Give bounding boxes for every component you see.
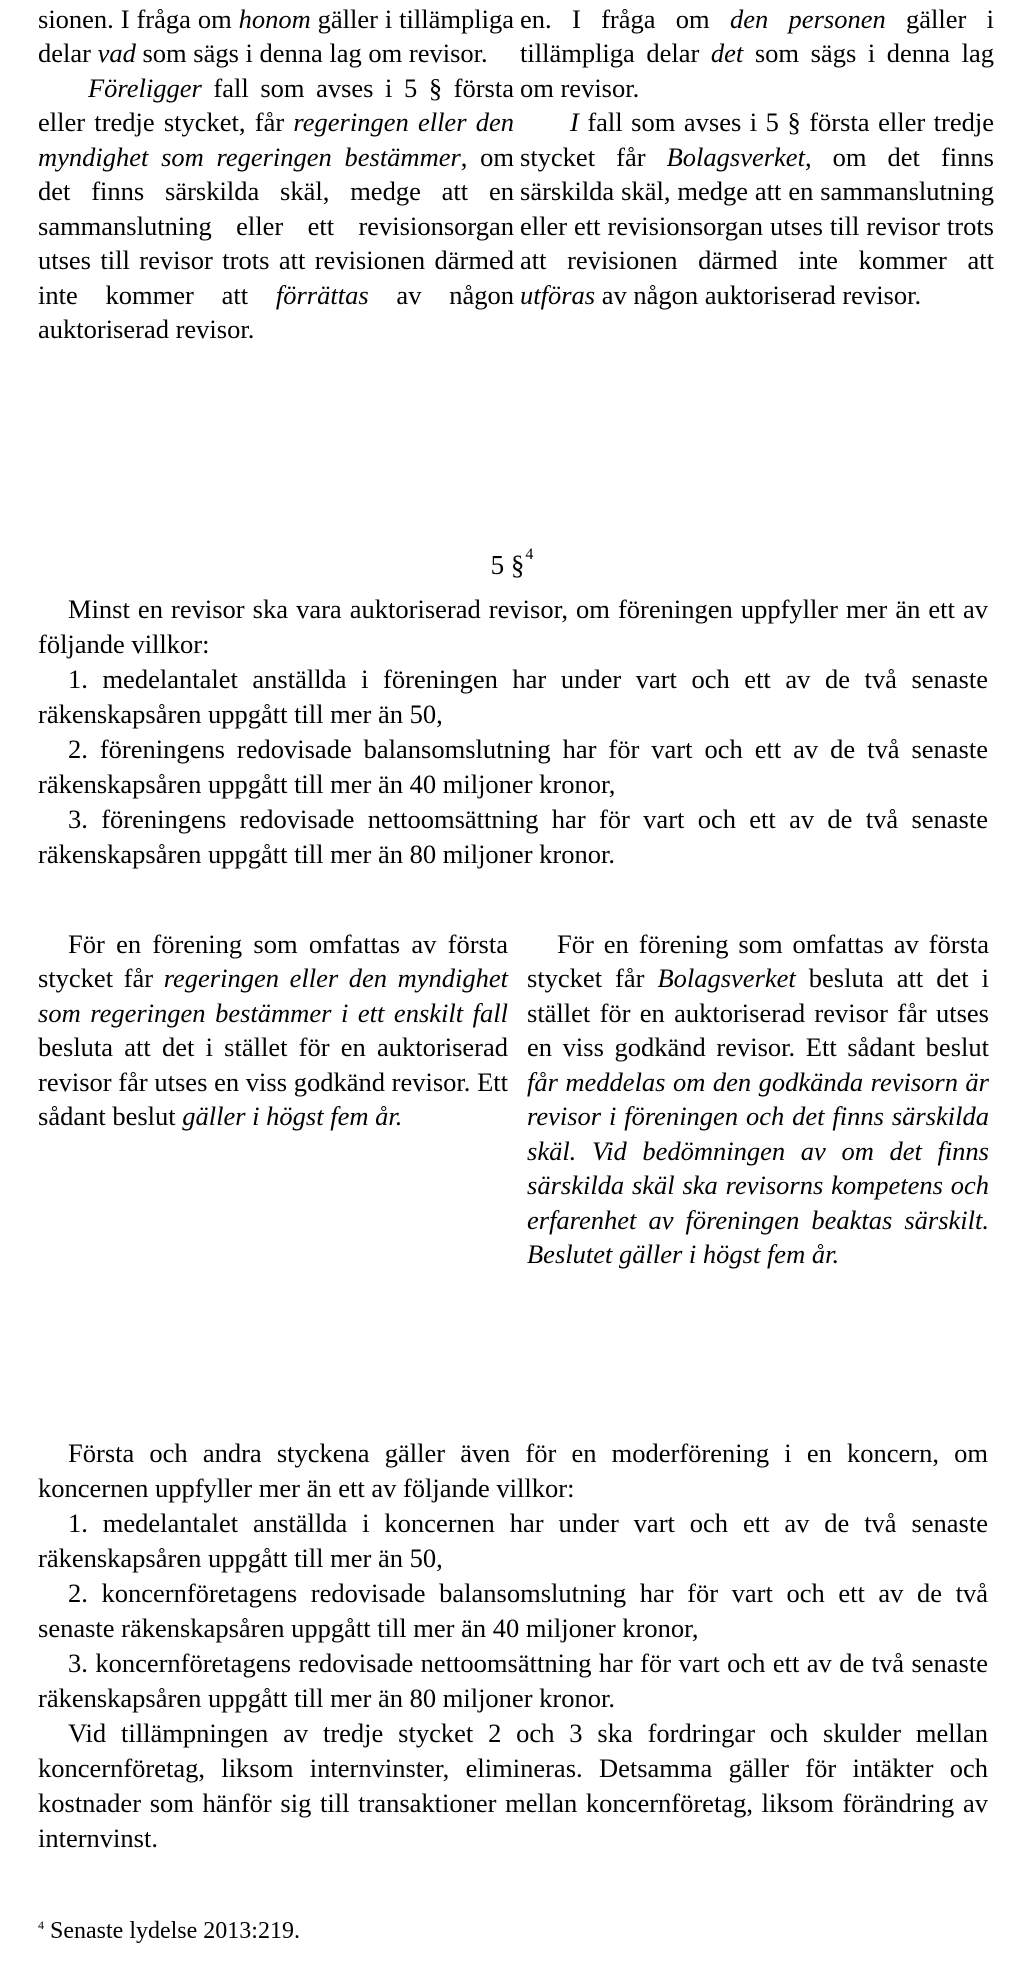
section-item-2: 2. föreningens redovisade balansomslutning har för vart och ett av de två senaste räkenskapsåren uppgått till mer än 40 miljoner kronor, xyxy=(38,733,988,799)
mid-left-paragraph: För en förening som omfattas av första stycket får regeringen eller den myndighet som regeringen bestämmer i ett enskilt fall besluta att det i stället för en auktoriserad revisor får utses en viss godkänd revisor. Ett sådant beslut gäller i högst fem år. xyxy=(38,929,508,1132)
section-number: 5 § xyxy=(490,550,525,580)
section-body xyxy=(38,592,988,872)
section-heading xyxy=(0,546,1024,581)
mid-right-paragraph: För en förening som omfattas av första stycket får Bolagsverket besluta att det i stället för en auktoriserad revisor får utses en viss godkänd revisor. Ett sådant beslut får meddelas om den godkända revisorn är revisor i föreningen och det finns särskilda skäl. Vid bedömningen av om det finns särskilda skäl ska revisorns kompetens och erfarenhet av föreningen beaktas särskilt. Beslutet gäller i högst fem år. xyxy=(527,929,989,1269)
top-right-paragraph-2: I fall som avses i 5 § första eller tredje stycket får Bolagsverket, om det finns särskilda skäl, medge att en sammanslutning eller ett revisionsorgan utses till revisor trots att revisionen därmed inte kommer att utföras av någon auktoriserad revisor. xyxy=(520,107,994,310)
mid-left-column xyxy=(38,927,508,1134)
top-left-paragraph-2: Föreligger fall som avses i 5 § första eller tredje stycket, får regeringen eller den myndighet som regeringen bestämmer, om det finns särskilda skäl, medge att en sammanslutning eller ett revisionsorgan utses till revisor trots att revisionen därmed inte kommer att förrättas av någon auktoriserad revisor. xyxy=(38,72,514,344)
top-right-paragraph-1: en. I fråga om den personen gäller i tillämpliga delar det som sägs i denna lag om revisor. xyxy=(520,4,995,103)
bottom-item-3: 3. koncernföretagens redovisade nettoomsättning har för vart och ett av de två senaste räkenskapsåren uppgått till mer än 80 miljoner kronor. xyxy=(38,1647,988,1713)
section-item-3: 3. föreningens redovisade nettoomsättning har för vart och ett av de två senaste räkenskapsåren uppgått till mer än 80 miljoner kronor. xyxy=(38,803,988,869)
footnote-text: Senaste lydelse 2013:219. xyxy=(50,1918,300,1944)
section-intro: Minst en revisor ska vara auktoriserad revisor, om föreningen uppfyller mer än ett av följande villkor: xyxy=(38,594,988,659)
footnote xyxy=(38,1918,300,1945)
mid-right-column xyxy=(527,927,989,1271)
top-left-paragraph-1: sionen. I fråga om honom gäller i tillämpliga delar vad som sägs i denna lag om revisor. xyxy=(38,4,514,69)
top-left-column xyxy=(38,2,514,346)
bottom-item-1: 1. medelantalet anställda i koncernen har under vart och ett av de två senaste räkenskapsåren uppgått till mer än 50, xyxy=(38,1507,988,1573)
section-item-1: 1. medelantalet anställda i föreningen har under vart och ett av de två senaste räkenskapsåren uppgått till mer än 50, xyxy=(38,663,988,729)
bottom-paragraph-1: Första och andra styckena gäller även för en moderförening i en koncern, om koncernen uppfyller mer än ett av följande villkor: xyxy=(38,1438,988,1503)
footnote-marker: 4 xyxy=(38,1918,44,1932)
footnote-reference: 4 xyxy=(525,546,534,563)
bottom-paragraph-2: Vid tillämpningen av tredje stycket 2 och 3 ska fordringar och skulder mellan koncernföretag, liksom internvinster, elimineras. Detsamma gäller för intäkter och kostnader som hänför sig till transaktioner mellan koncernföretag, liksom förändring av internvinst. xyxy=(38,1717,988,1853)
top-right-column xyxy=(520,2,994,312)
bottom-item-2: 2. koncernföretagens redovisade balansomslutning har för vart och ett av de två senaste räkenskapsåren uppgått till mer än 40 miljoner kronor, xyxy=(38,1577,988,1643)
bottom-body xyxy=(38,1436,988,1856)
